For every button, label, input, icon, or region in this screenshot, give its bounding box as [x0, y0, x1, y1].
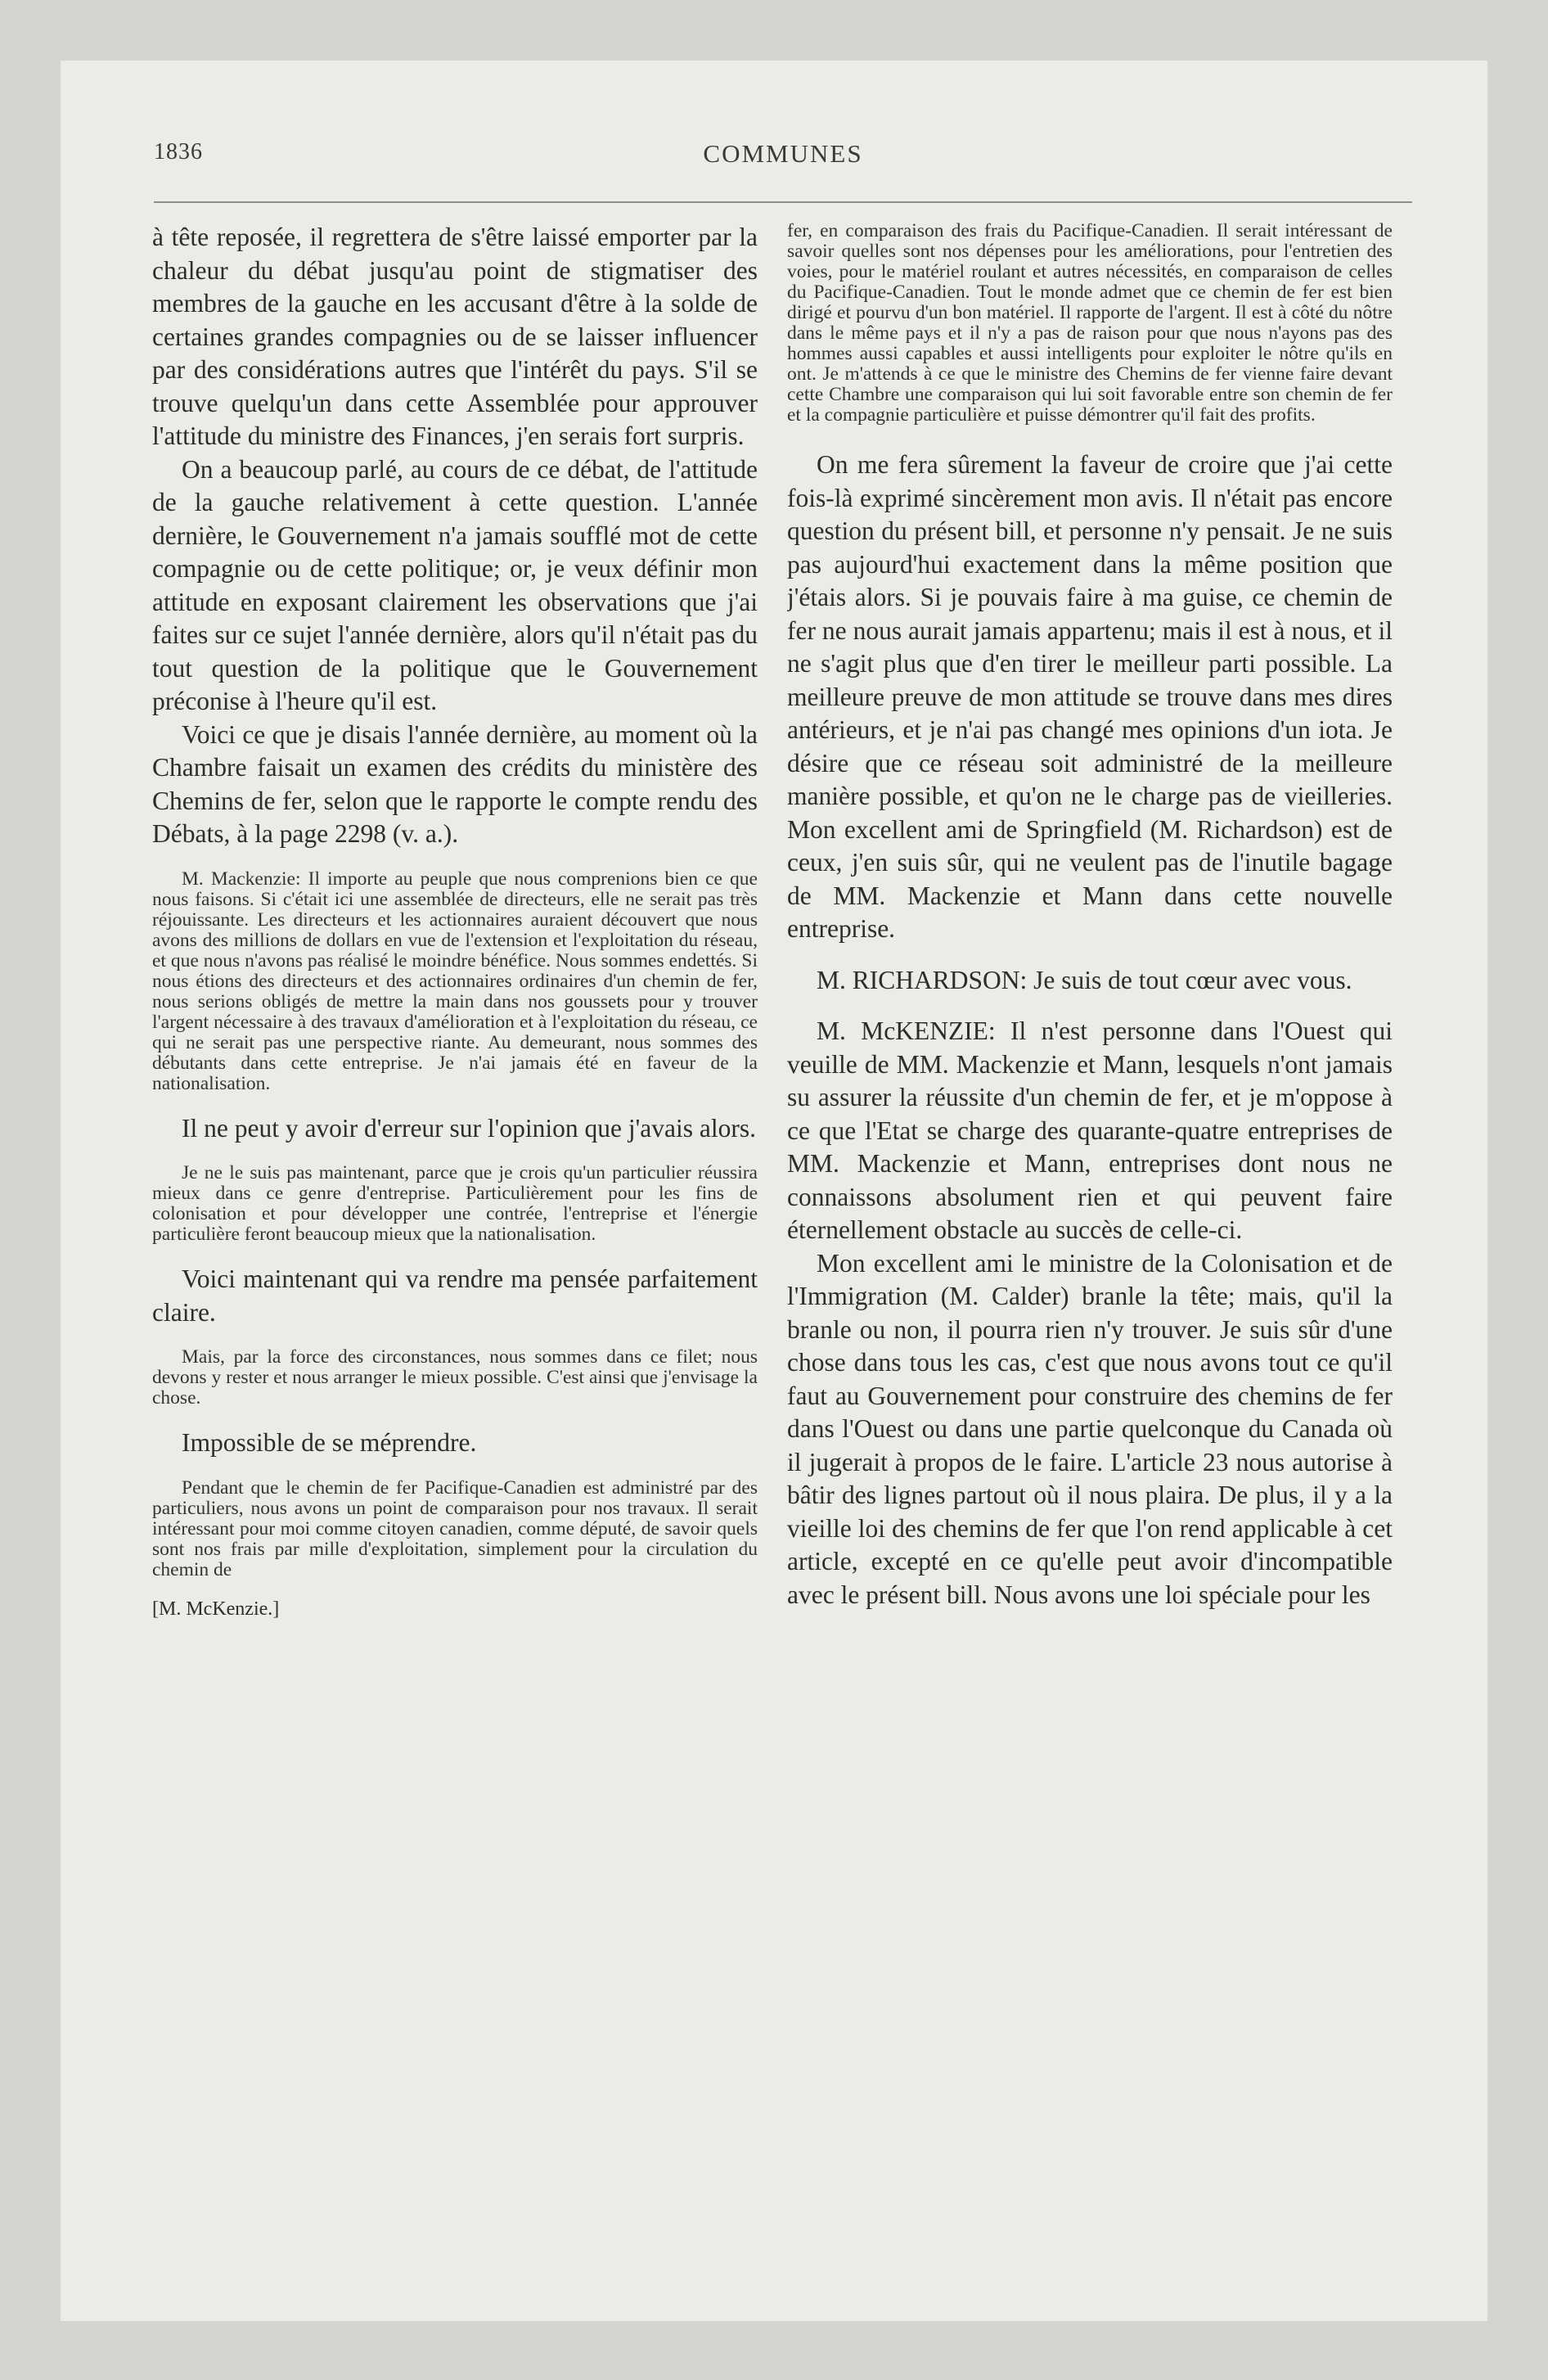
right-column	[787, 221, 1393, 2234]
running-title: COMMUNES	[703, 139, 863, 168]
quoted-passage: Mais, par la force des circonstances, nous sommes dans ce filet; nous devons y rester et nous arranger le mieux possible. C'est ainsi que j'envisage la chose.	[152, 1346, 758, 1409]
quoted-passage: M. Mackenzie: Il importe au peuple que nous comprenions bien ce que nous faisons. Si c'était ici une assemblée de directeurs, elle ne serait pas très réjouissante. Les directeurs et les actionnaires auraient découvert que nous avons des millions de dollars en vue de l'extension et l'exploitation du réseau, et que nous n'avons pas réalisé le moindre bénéfice. Nous sommes endettés. Si nous étions des directeurs et des actionnaires ordinaires d'un chemin de fer, nous serions obligés de mettre la main dans nos goussets pour y trouver l'argent nécessaire à des travaux d'amélioration et à l'exploitation du réseau, ce qui ne serait pas une perspective riante. Au demeurant, nous sommes des débutants dans cette entreprise. Je n'ai jamais été en faveur de la nationalisation.	[152, 868, 758, 1094]
paragraph: à tête reposée, il regrettera de s'être laissé emporter par la chaleur du débat jusqu'au point de stigmatiser des membres de la gauche en les accusant d'être à la solde de certaines grandes compagnies ou de se laisser influencer par des considérations autres que l'intérêt du pays. S'il se trouve quelqu'un dans cette Assemblée pour approuver l'attitude du ministre des Finances, j'en serais fort surpris.	[152, 223, 758, 450]
paragraph: Il ne peut y avoir d'erreur sur l'opinion que j'avais alors.	[182, 1113, 756, 1143]
paragraph: M. McKENZIE: Il n'est personne dans l'Ouest qui veuille de MM. Mackenzie et Mann, lesquels n'ont jamais su assurer la réussite d'un chemin de fer, et je m'oppose à ce que l'Etat se charge des quarante-quatre entreprises de MM. Mackenzie et Mann, entreprises dont nous ne connaissons absolument rien et qui peuvent faire éternellement obstacle au succès de celle-ci.	[787, 1016, 1393, 1244]
quoted-passage: fer, en comparaison des frais du Pacifique-Canadien. Il serait intéressant de savoir quelles sont nos dépenses pour les améliorations, pour l'entretien des voies, pour le matériel roulant et autres nécessités, en comparaison de celles du Pacifique-Canadien. Tout le monde admet que ce chemin de fer est bien dirigé et pourvu d'un bon matériel. Il rapporte de l'argent. Il est à côté du nôtre dans le même pays et il n'y a pas de raison pour que nous n'ayons pas des hommes aussi capables et aussi intelligents pour exploiter le nôtre qu'ils en ont. Je m'attends à ce que le ministre des Chemins de fer vienne faire devant cette Chambre une comparaison qui lui soit favorable entre son chemin de fer et la compagnie particulière et puisse démontrer qu'il fait des profits.	[787, 221, 1393, 426]
quoted-passage: Je ne le suis pas maintenant, parce que je crois qu'un particulier réussira mieux dans ce genre d'entreprise. Particulièrement pour les fins de colonisation et pour développer une contrée, l'entreprise et l'énergie particulière feront beaucoup mieux que la nationalisation.	[152, 1162, 758, 1245]
paragraph: On a beaucoup parlé, au cours de ce débat, de l'attitude de la gauche relativement à cette question. L'année dernière, le Gouvernement n'a jamais soufflé mot de cette compagnie ou de cette politique; or, je veux définir mon attitude en exposant clairement les observations que j'ai faites sur ce sujet l'année dernière, alors qu'il n'était pas du tout question de la politique que le Gouvernement préconise à l'heure qu'il est.	[152, 454, 758, 715]
header-rule	[154, 201, 1412, 203]
page-number: 1836	[154, 139, 203, 165]
quoted-passage: Pendant que le chemin de fer Pacifique-Canadien est administré par des particuliers, nous avons un point de comparaison pour nos travaux. Il serait intéressant pour moi comme citoyen canadien, comme député, de savoir quels sont nos frais par mille d'exploitation, simplement pour la circulation du chemin de	[152, 1476, 758, 1580]
paragraph: On me fera sûrement la faveur de croire que j'ai cette fois-là exprimé sincèrement mon avis. Il n'était pas encore question du présent bill, et personne n'y pensait. Je ne suis pas aujourd'hui exactement dans la même position que j'étais alors. Si je pouvais faire à ma guise, ce chemin de fer ne nous aurait jamais appartenu; mais il est à nous, et il ne s'agit plus que d'en tirer le meilleur parti possible. La meilleure preuve de mon attitude se trouve dans mes dires antérieurs, et je n'ai pas changé mes opinions d'un iota. Je désire que ce réseau soit administré de la meilleure manière possible, et qu'on ne le charge pas de vieilleries. Mon excellent ami de Springfield (M. Richardson) est de ceux, j'en suis sûr, qui ne veulent pas de l'inutile bagage de MM. Mackenzie et Mann dans cette nouvelle entreprise.	[787, 450, 1393, 943]
paragraph: M. RICHARDSON: Je suis de tout cœur avec vous.	[817, 965, 1352, 994]
paragraph: Voici ce que je disais l'année dernière, au moment où la Chambre faisait un examen des crédits du ministère des Chemins de fer, selon que le rapporte le compte rendu des Débats, à la page 2298 (v. a.).	[152, 719, 758, 848]
speaker-attribution: [M. McKenzie.]	[152, 1598, 280, 1620]
paragraph: Mon excellent ami le ministre de la Colonisation et de l'Immigration (M. Calder) branle la tête; mais, qu'il la branle ou non, il pourra rien n'y trouver. Je suis sûr d'une chose dans tous les cas, c'est que nous avons tout ce qu'il faut au Gouvernement pour construire des chemins de fer dans l'Ouest ou dans une partie quelconque du Canada où il jugerait à propos de le faire. L'article 23 nous autorise à bâtir des lignes partout où il nous plaira. De plus, il y a la vieille loi des chemins de fer que l'on rend applicable à cet article, excepté en ce qu'elle peut avoir d'incompatible avec le présent bill. Nous avons une loi spéciale pour les	[787, 1248, 1393, 1609]
paragraph: Voici maintenant qui va rendre ma pensée parfaitement claire.	[152, 1264, 758, 1327]
paragraph: Impossible de se méprendre.	[182, 1428, 477, 1457]
left-column	[152, 221, 758, 2234]
page-header	[154, 139, 1412, 178]
